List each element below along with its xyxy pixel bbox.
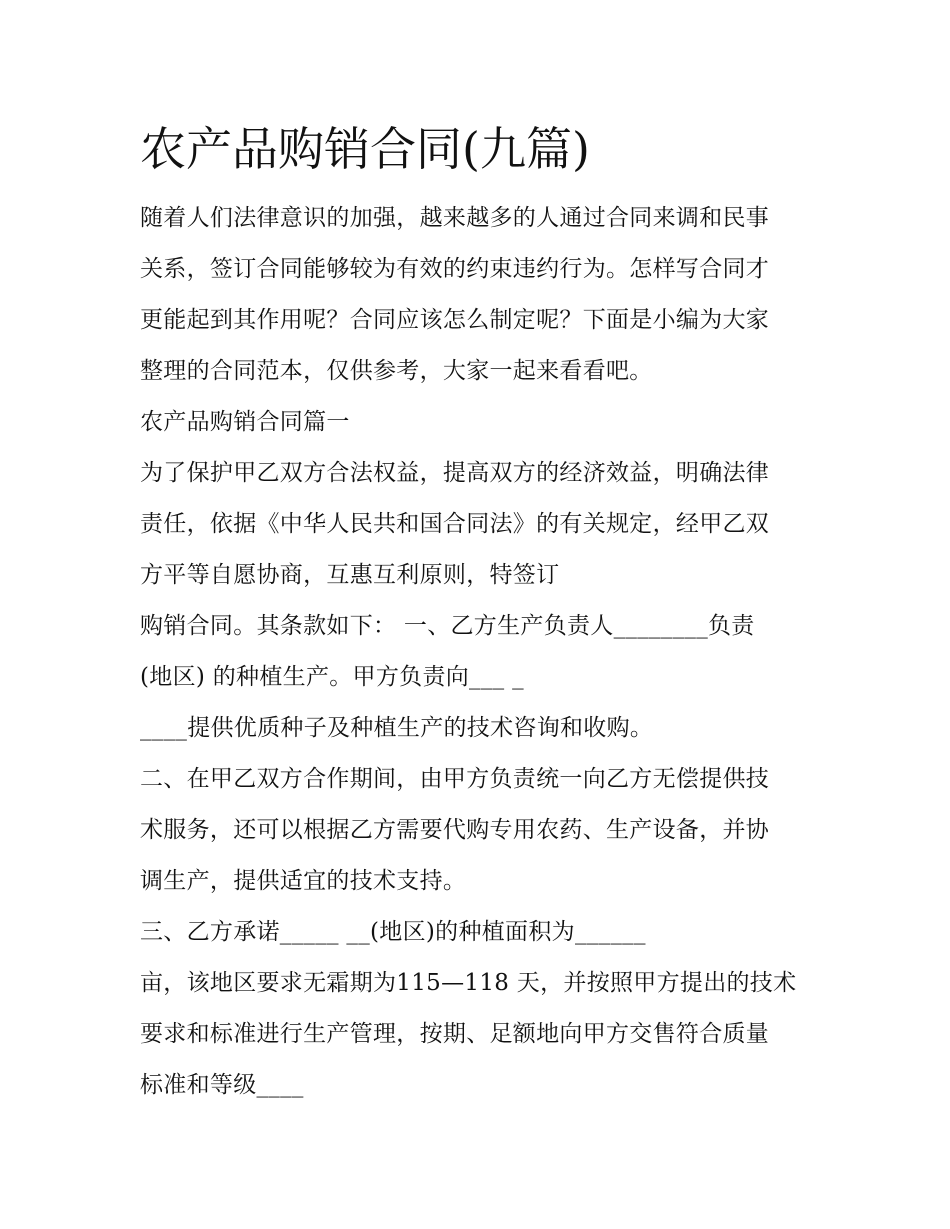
text-line: 方平等自愿协商，互惠互利原则，特签订	[140, 562, 560, 588]
text-line: 更能起到其作用呢？合同应该怎么制定呢？下面是小编为大家	[140, 307, 770, 333]
text-line: 整理的合同范本，仅供参考，大家一起来看看吧。	[140, 358, 653, 384]
text-line: 要求和标准进行生产管理，按期、足额地向甲方交售符合质量	[140, 1021, 770, 1047]
text-line: 随着人们法律意识的加强，越来越多的人通过合同来调和民事	[140, 205, 770, 231]
text-line: 亩，该地区要求无霜期为115—118 天，并按照甲方提出的技术	[140, 970, 797, 996]
text-line: 购销合同。其条款如下： 一、乙方生产负责人________负责	[140, 613, 755, 639]
text-line: 责任，依据《中华人民共和国合同法》的有关规定，经甲乙双	[140, 511, 770, 537]
text-line: 调生产，提供适宜的技术支持。	[140, 868, 467, 894]
section-heading: 农产品购销合同篇一	[140, 409, 350, 435]
text-line: 为了保护甲乙双方合法权益，提高双方的经济效益，明确法律	[140, 460, 770, 486]
text-line: 二、在甲乙双方合作期间，由甲方负责统一向乙方无偿提供技	[140, 766, 770, 792]
document-title: 农产品购销合同(九篇)	[140, 122, 590, 176]
text-line: ____提供优质种子及种植生产的技术咨询和收购。	[140, 715, 654, 741]
text-line: 标准和等级____	[140, 1072, 304, 1098]
text-line: (地区) 的种植生产。甲方负责向___ _	[140, 664, 524, 690]
text-line: 术服务，还可以根据乙方需要代购专用农药、生产设备，并协	[140, 817, 770, 843]
text-line: 关系，签订合同能够较为有效的约束违约行为。怎样写合同才	[140, 256, 770, 282]
text-line: 三、乙方承诺_____ __(地区)的种植面积为______	[140, 919, 646, 945]
